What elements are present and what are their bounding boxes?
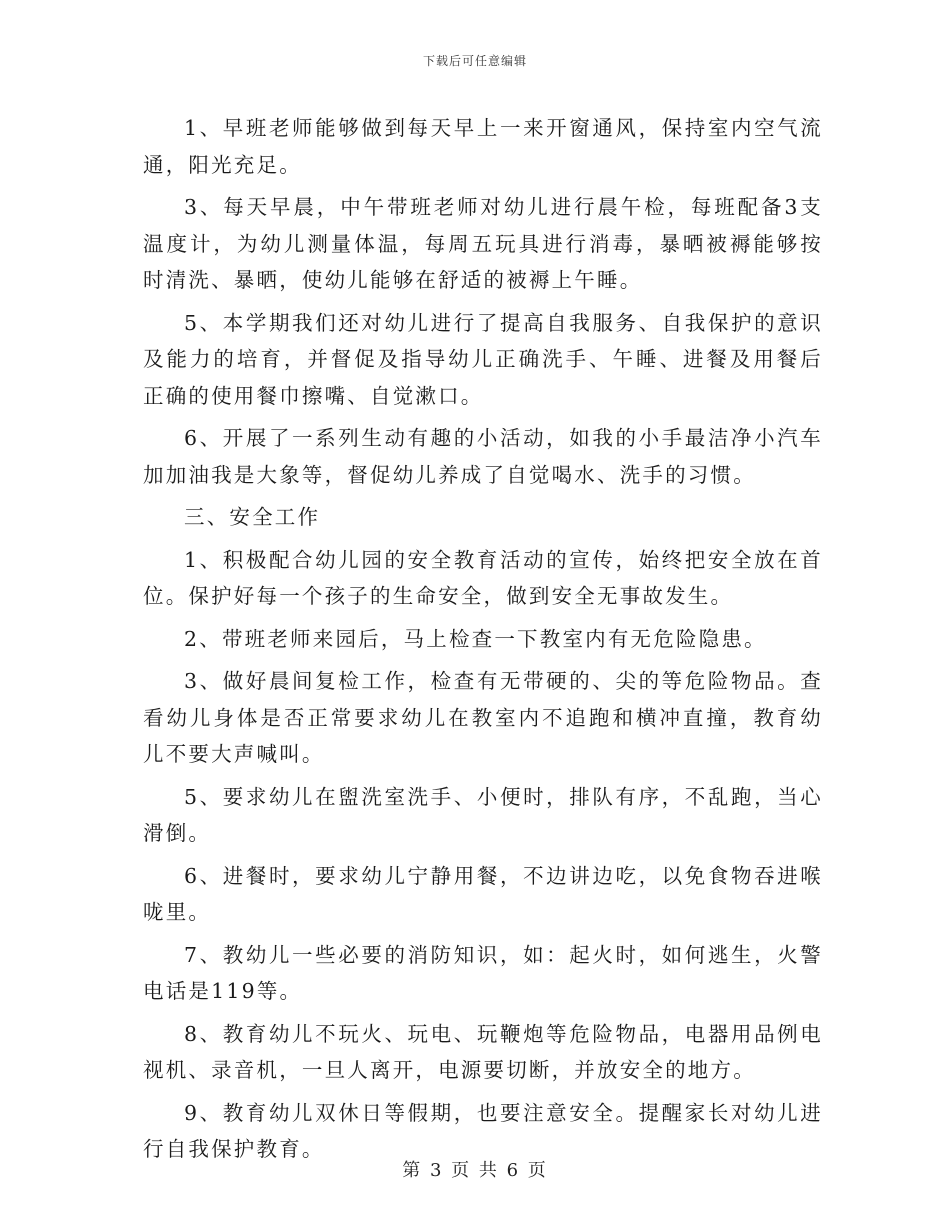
- paragraph: 6、开展了一系列生动有趣的小活动，如我的小手最洁净小汽车加加油我是大象等，督促幼儿养成了自觉喝水、洗手的习惯。: [143, 426, 823, 487]
- page-header: 下载后可任意编辑: [422, 54, 527, 68]
- paragraph: 2、带班老师来园后，马上检查一下教室内有无危险隐患。: [184, 626, 767, 651]
- paragraph: 6、进餐时，要求幼儿宁静用餐，不边讲边吃，以免食物吞进喉咙里。: [143, 863, 823, 924]
- section-heading: 三、安全工作: [184, 505, 321, 529]
- document-body: [143, 110, 823, 1174]
- paragraph: 8、教育幼儿不玩火、玩电、玩鞭炮等危险物品，电器用品例电视机、录音机，一旦人离开，电源要切断，并放安全的地方。: [143, 1021, 823, 1082]
- paragraph: 3、做好晨间复检工作，检查有无带硬的、尖的等危险物品。查看幼儿身体是否正常要求幼儿在教室内不追跑和横冲直撞，教育幼儿不要大声喊叫。: [143, 669, 823, 766]
- paragraph: 5、要求幼儿在盥洗室洗手、小便时，排队有序，不乱跑，当心滑倒。: [143, 784, 823, 845]
- paragraph: 5、本学期我们还对幼儿进行了提高自我服务、自我保护的意识及能力的培育，并督促及指导幼儿正确洗手、午睡、进餐及用餐后正确的使用餐巾擦嘴、自觉漱口。: [143, 310, 823, 408]
- paragraph: 1、早班老师能够做到每天早上一来开窗通风，保持室内空气流通，阳光充足。: [143, 116, 823, 177]
- paragraph: 7、教幼儿一些必要的消防知识，如：起火时，如何逃生，火警电话是119等。: [143, 942, 823, 1003]
- paragraph: 9、教育幼儿双休日等假期，也要注意安全。提醒家长对幼儿进行自我保护教育。: [143, 1100, 823, 1161]
- paragraph: 1、积极配合幼儿园的安全教育活动的宣传，始终把安全放在首位。保护好每一个孩子的生命安全，做到安全无事故发生。: [143, 547, 823, 608]
- page-number-footer: 第 3 页 共 6 页: [402, 1160, 548, 1181]
- paragraph: 3、每天早晨，中午带班老师对幼儿进行晨午检，每班配备3支温度计，为幼儿测量体温，每周五玩具进行消毒，暴晒被褥能够按时清洗、暴晒，使幼儿能够在舒适的被褥上午睡。: [143, 195, 823, 292]
